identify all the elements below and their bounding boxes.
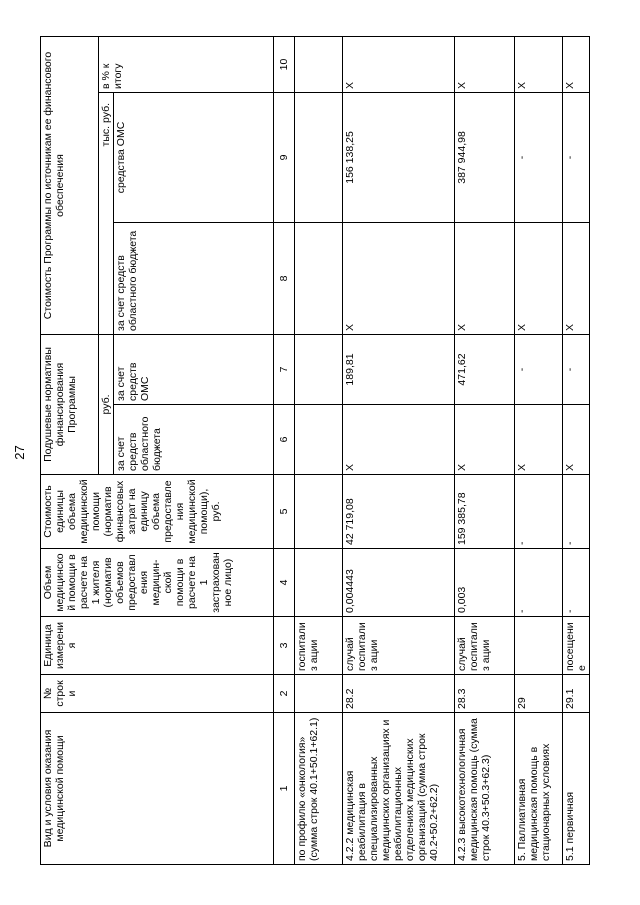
table-row [343,36,455,864]
cell-no: 28.2 [343,675,455,713]
col-num-9: 9 [274,92,295,222]
cell-kind: по профилю «онкология» (сумма строк 40.1+50.1+62.1) [295,713,343,865]
cell-no: 28.3 [455,675,515,713]
cell-pc-budget: X [343,405,455,475]
cell-cost: - [515,475,563,549]
table-row [515,36,563,864]
cell-pct: X [455,36,515,92]
cell-unit: случай госпитализ ации [343,617,455,675]
cell-unit: посещение [563,617,590,675]
cell-pc-oms: 471,62 [455,334,515,404]
header-per-capita: Подушевые нормативы финансирования Программы [41,334,99,474]
header-prog-oms: средства ОМС [114,92,274,222]
cell-cost [295,475,343,549]
header-row-no: № строки [41,675,274,713]
header-prog-pct: в % к итогу [99,36,274,92]
cell-no: 29.1 [563,675,590,713]
cell-pct: X [563,36,590,92]
col-num-3: 3 [274,617,295,675]
header-volume: Объем медицинской помощи в расчете на 1 жителя (норматив объемов предоставления медицин-ской помощи в расчете на 1 застрахованное лицо) [41,549,274,617]
cell-volume [295,549,343,617]
cell-pct [295,36,343,92]
cell-no [295,675,343,713]
cell-kind: 4.2.2 медицинская реабилитация в специализированных медицинских организациях и реабилитационных отделениях медицинских организаций (сумма строк 40.2+50.2+62.2) [343,713,455,865]
table-row [295,36,343,864]
cell-kind: 5.1 первичная [563,713,590,865]
cell-no: 29 [515,675,563,713]
cell-pc-budget: X [563,405,590,475]
col-num-5: 5 [274,475,295,549]
cell-unit: случай госпитализ ации [455,617,515,675]
cell-pr-oms: 387 944,98 [455,92,515,222]
header-cost: Стоимость единицы объема медицинской помощи (норматив финансовых затрат на единицу объема предоставления медицинской помощи), руб. [41,475,274,549]
col-num-1: 1 [274,713,295,865]
cell-pr-budget: X [343,222,455,334]
col-num-10: 10 [274,36,295,92]
cell-pc-oms: - [515,334,563,404]
table-row [563,36,590,864]
cell-pr-oms: - [515,92,563,222]
col-num-6: 6 [274,405,295,475]
col-num-7: 7 [274,334,295,404]
header-program-cost-unit: тыс. руб. [99,92,114,334]
cell-pct: X [515,36,563,92]
cell-pr-budget: X [455,222,515,334]
cell-volume: - [515,549,563,617]
cell-pr-oms [295,92,343,222]
cell-volume: 0,003 [455,549,515,617]
cell-cost: 159 385,78 [455,475,515,549]
cell-kind: 5. Паллиативная медицинская помощь в стационарных условиях [515,713,563,865]
header-per-capita-unit: руб. [99,334,114,474]
cell-pc-oms: - [563,334,590,404]
header-kind: Вид и условия оказания медицинской помощи [41,713,274,865]
cell-pc-budget [295,405,343,475]
header-unit: Единица измерения [41,617,274,675]
cell-volume: 0,004443 [343,549,455,617]
cell-pc-oms: 189,81 [343,334,455,404]
cell-pr-oms: - [563,92,590,222]
cell-volume: - [563,549,590,617]
cell-pr-oms: 156 138,25 [343,92,455,222]
cell-kind: 4.2.3 высокотехнологичная медицинская помощь (сумма строк 40.3+50.3+62.3) [455,713,515,865]
cell-pr-budget: X [563,222,590,334]
header-pc-oms: за счет средств ОМС [114,334,274,404]
cell-pr-budget: X [515,222,563,334]
cell-cost: - [563,475,590,549]
cell-pr-budget [295,222,343,334]
header-pc-budget: за счет средств областного бюджета [114,405,274,475]
program-cost-table [40,36,590,865]
cell-unit: госпитализ ации [295,617,343,675]
cell-pc-budget: X [455,405,515,475]
header-program-cost: Стоимость Программы по источникам ее финансового обеспечения [41,36,99,334]
col-num-8: 8 [274,222,295,334]
cell-unit [515,617,563,675]
col-num-2: 2 [274,675,295,713]
cell-pct: X [343,36,455,92]
cell-cost: 42 719,08 [343,475,455,549]
cell-pc-oms [295,334,343,404]
col-num-4: 4 [274,549,295,617]
header-prog-budget: за счет средств областного бюджета [114,222,274,334]
cell-pc-budget: X [515,405,563,475]
page-number: 27 [12,445,27,460]
table-row [455,36,515,864]
